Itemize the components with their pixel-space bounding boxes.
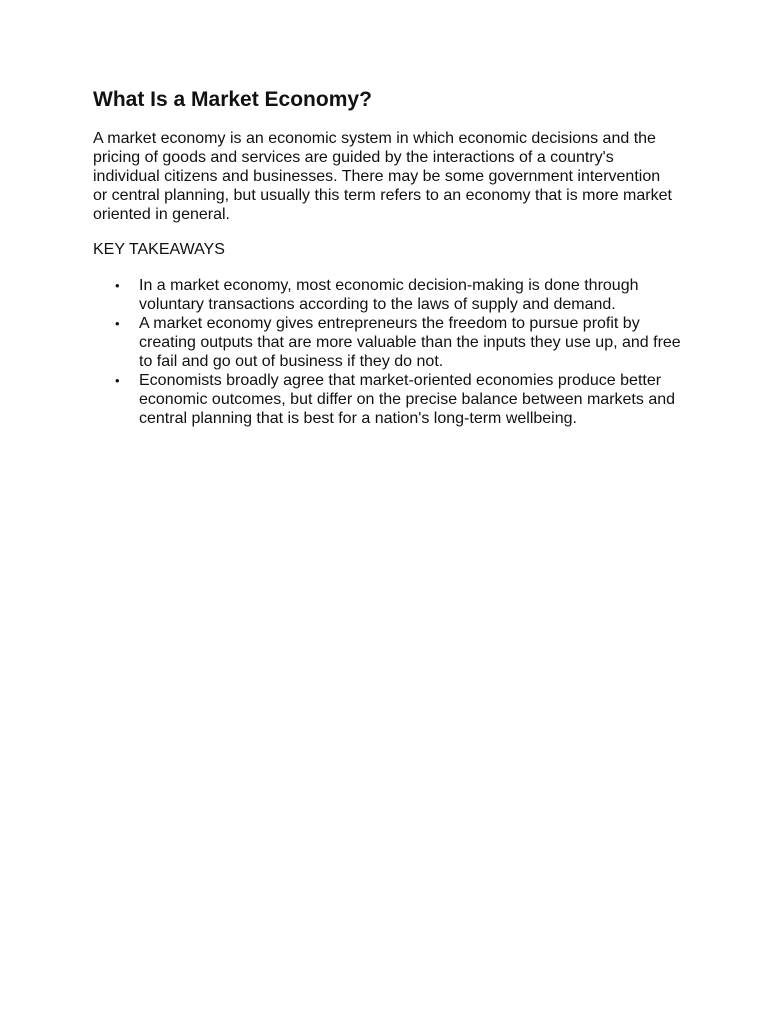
takeaway-text: A market economy gives entrepreneurs the freedom to pursue profit by creating outputs that are more valuable than the inputs they use up, and free to fail and go out of business if they do not. — [139, 315, 681, 370]
bullet-icon: • — [115, 278, 120, 293]
bullet-icon: • — [115, 316, 120, 331]
list-item — [93, 371, 687, 428]
bullet-icon: • — [115, 373, 120, 388]
takeaway-text: In a market economy, most economic decision-making is done through voluntary transactions according to the laws of supply and demand. — [139, 277, 639, 313]
key-takeaways-list — [93, 276, 683, 428]
intro-paragraph: A market economy is an economic system in which economic decisions and the pricing of goods and services are guided by the interactions of a country's individual citizens and businesses. There may be some government intervention or central planning, but usually this term refers to an economy that is more market oriented in general. — [93, 130, 672, 223]
takeaway-text: Economists broadly agree that market-oriented economies produce better economic outcomes, but differ on the precise balance between markets and central planning that is best for a nation's long-term wellbeing. — [139, 372, 676, 427]
page-title: What Is a Market Economy? — [93, 88, 372, 111]
document-page — [93, 86, 683, 428]
list-item — [93, 276, 687, 314]
list-item — [93, 314, 687, 371]
key-takeaways-heading: KEY TAKEAWAYS — [93, 241, 225, 258]
